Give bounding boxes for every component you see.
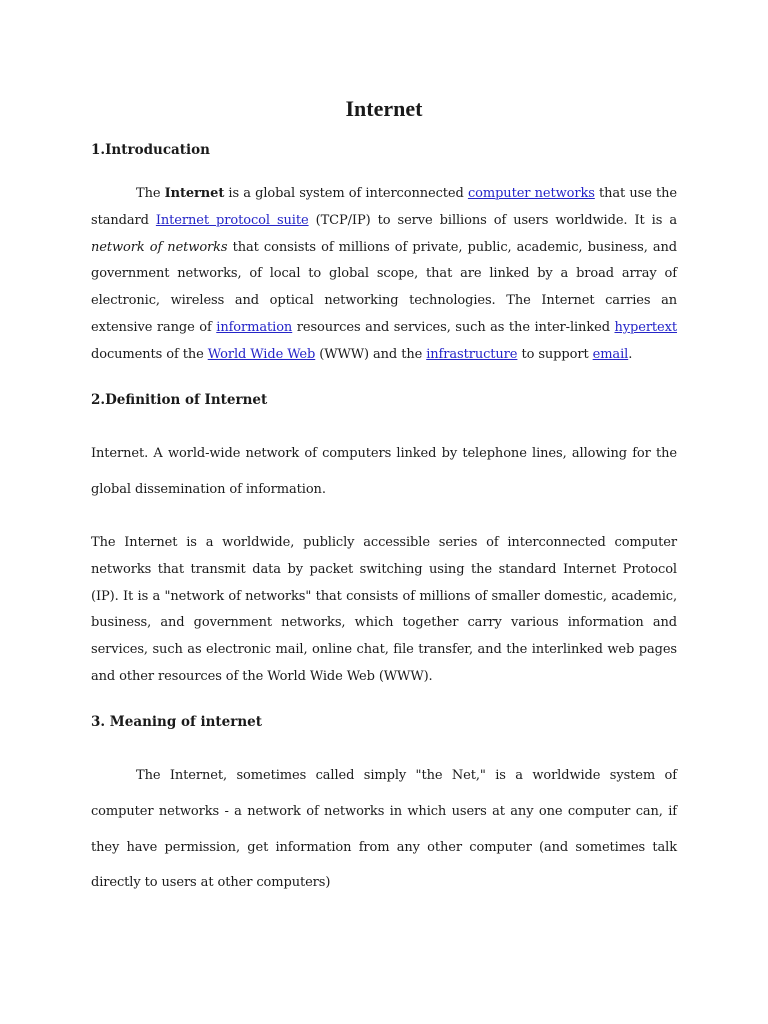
link-computer-networks[interactable]: computer networks — [467, 186, 595, 201]
link-internet-protocol-suite[interactable]: Internet protocol suite — [155, 212, 309, 228]
link-information[interactable]: information — [216, 319, 293, 335]
text-run: documents of the — [91, 346, 208, 362]
intro-paragraph — [91, 181, 677, 369]
definition-paragraph-2: The Internet is a worldwide, publicly accessible series of interconnected computer networks that transmit data by packet switching using the standard Internet Protocol (IP). It is a "network of networks" that consists of millions of smaller domestic, academic, business, and government networks, which together carry various information and services, such as electronic mail, online chat, file transfer, and the interlinked web pages and other resources of the World Wide Web (WWW). — [91, 535, 677, 684]
text-run: The — [136, 186, 165, 201]
meaning-paragraph-1: The Internet, sometimes called simply "the Net," is a worldwide system of computer networks - a network of networks in which users at any one computer can, if they have permission, get information from any other computer (and sometimes talk directly to users at other computers) — [91, 768, 677, 891]
text-run: . — [628, 346, 633, 362]
text-run: resources and services, such as the inter-linked — [292, 319, 615, 335]
section-heading-introduction: 1.Introducation — [91, 142, 210, 158]
section-heading-definition: 2.Definition of Internet — [91, 392, 268, 408]
link-world-wide-web[interactable]: World Wide Web — [207, 346, 316, 362]
text-run: (WWW) and the — [315, 346, 427, 362]
link-hypertext[interactable]: hypertext — [614, 319, 678, 335]
text-run: to support — [517, 346, 593, 362]
text-run: is a global system of interconnected — [224, 186, 468, 201]
link-email[interactable]: email — [592, 346, 629, 362]
text-run: that use the standard — [91, 186, 678, 228]
bold-term-internet: Internet — [164, 186, 225, 201]
section-heading-meaning: 3. Meaning of internet — [91, 714, 263, 730]
page-title: Internet — [345, 96, 423, 121]
link-infrastructure[interactable]: infrastructure — [426, 346, 518, 362]
definition-paragraph-1: Internet. A world-wide network of computers linked by telephone lines, allowing for the global dissemination of information. — [91, 446, 677, 497]
italic-network-of-networks: network of networks — [91, 239, 228, 255]
text-run: that consists of millions of private, public, academic, business, and government networks, of local to global scope, that are linked by a broad array of electronic, wireless and optical networking technologies. The Internet carries an extensive range of — [91, 239, 677, 335]
text-run: (TCP/IP) to serve billions of users worldwide. It is a — [308, 212, 677, 228]
